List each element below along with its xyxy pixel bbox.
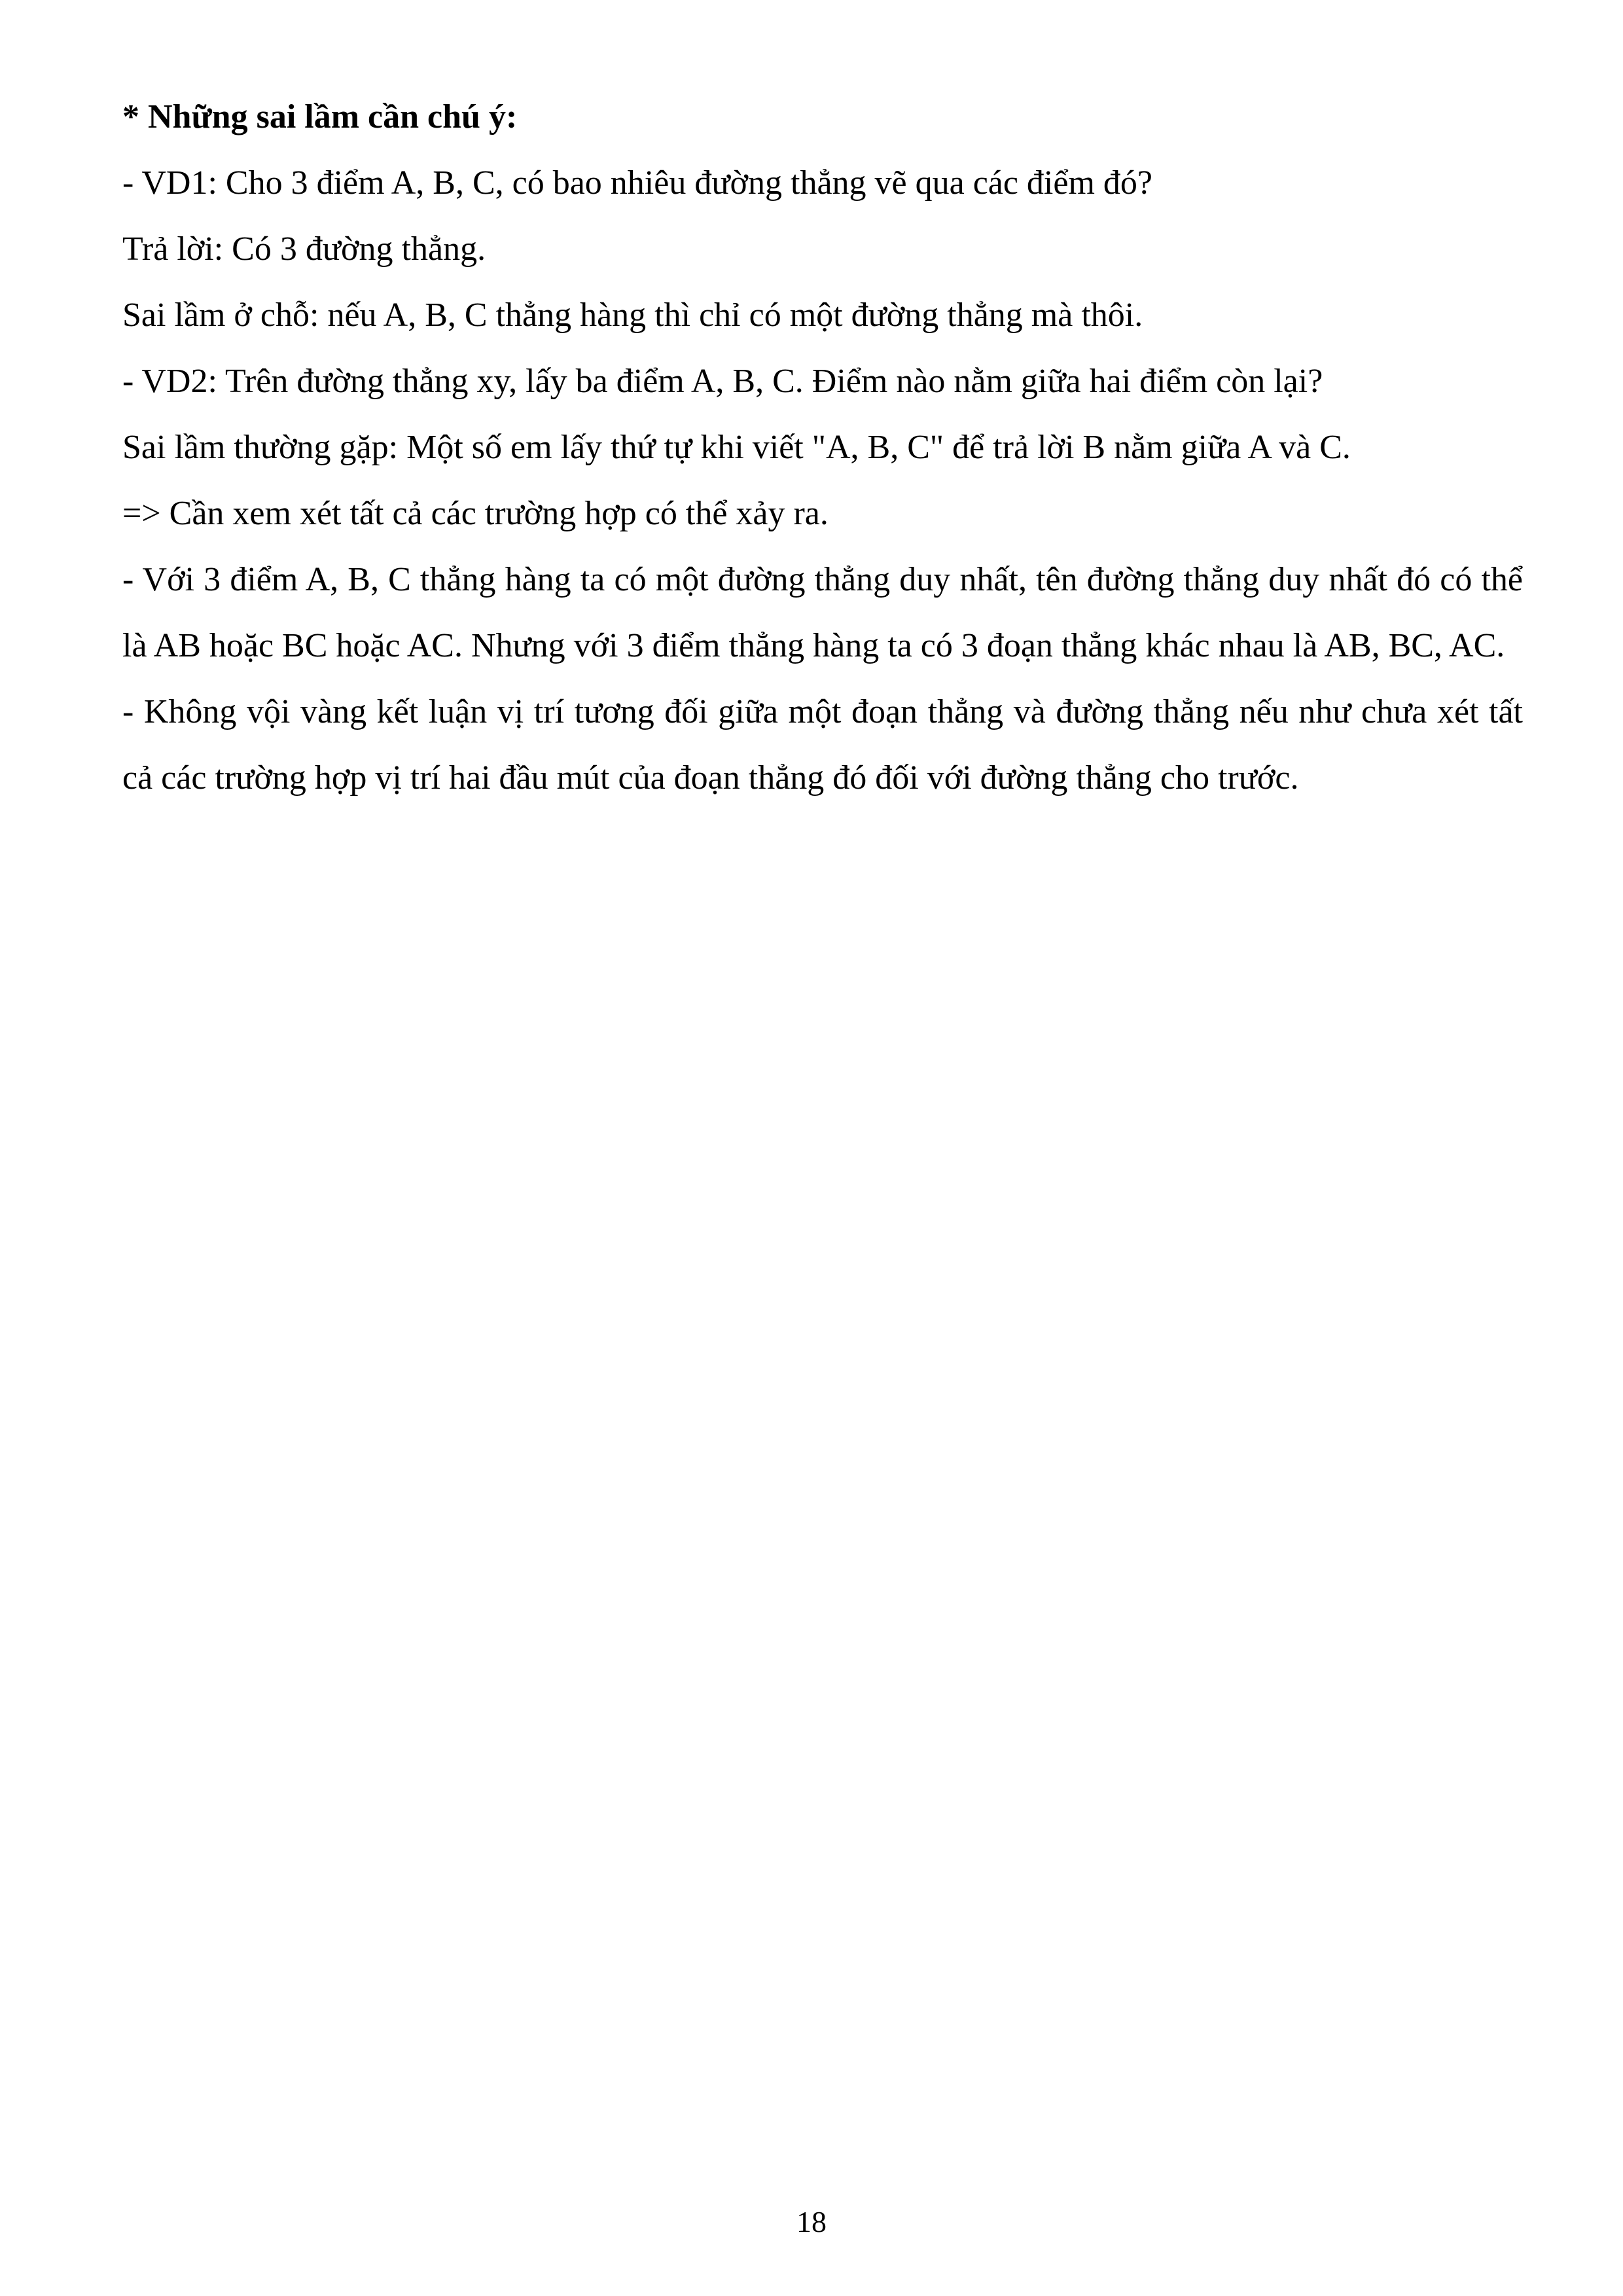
mistake-explanation-line: Sai lầm ở chỗ: nếu A, B, C thẳng hàng thì chỉ có một đường thẳng mà thôi. <box>122 296 1143 334</box>
example-2-line: - VD2: Trên đường thẳng xy, lấy ba điểm A, B, C. Điểm nào nằm giữa hai điểm còn lại? <box>122 363 1323 400</box>
collinear-points-paragraph: - Với 3 điểm A, B, C thẳng hàng ta có một đường thẳng duy nhất, tên đường thẳng duy nhất đó có thể là AB hoặc BC hoặc AC. Nhưng với 3 điểm thẳng hàng ta có 3 đoạn thẳng khác nhau là AB, BC, AC. <box>122 561 1523 664</box>
page-number: 18 <box>796 2205 827 2238</box>
example-1-line: - VD1: Cho 3 điểm A, B, C, có bao nhiêu đường thẳng vẽ qua các điểm đó? <box>122 164 1152 202</box>
document-body <box>122 84 1523 811</box>
conclusion-line: => Cần xem xét tất cả các trường hợp có thể xảy ra. <box>122 495 829 532</box>
answer-line: Trả lời: Có 3 đường thẳng. <box>122 230 486 268</box>
section-heading: * Những sai lầm cần chú ý: <box>122 98 518 135</box>
common-mistake-line: Sai lầm thường gặp: Một số em lấy thứ tự khi viết "A, B, C" để trả lời B nằm giữa A và C. <box>122 429 1351 466</box>
relative-position-paragraph: - Không vội vàng kết luận vị trí tương đối giữa một đoạn thẳng và đường thẳng nếu như chưa xét tất cả các trường hợp vị trí hai đầu mút của đoạn thẳng đó đối với đường thẳng cho trước. <box>122 693 1523 797</box>
